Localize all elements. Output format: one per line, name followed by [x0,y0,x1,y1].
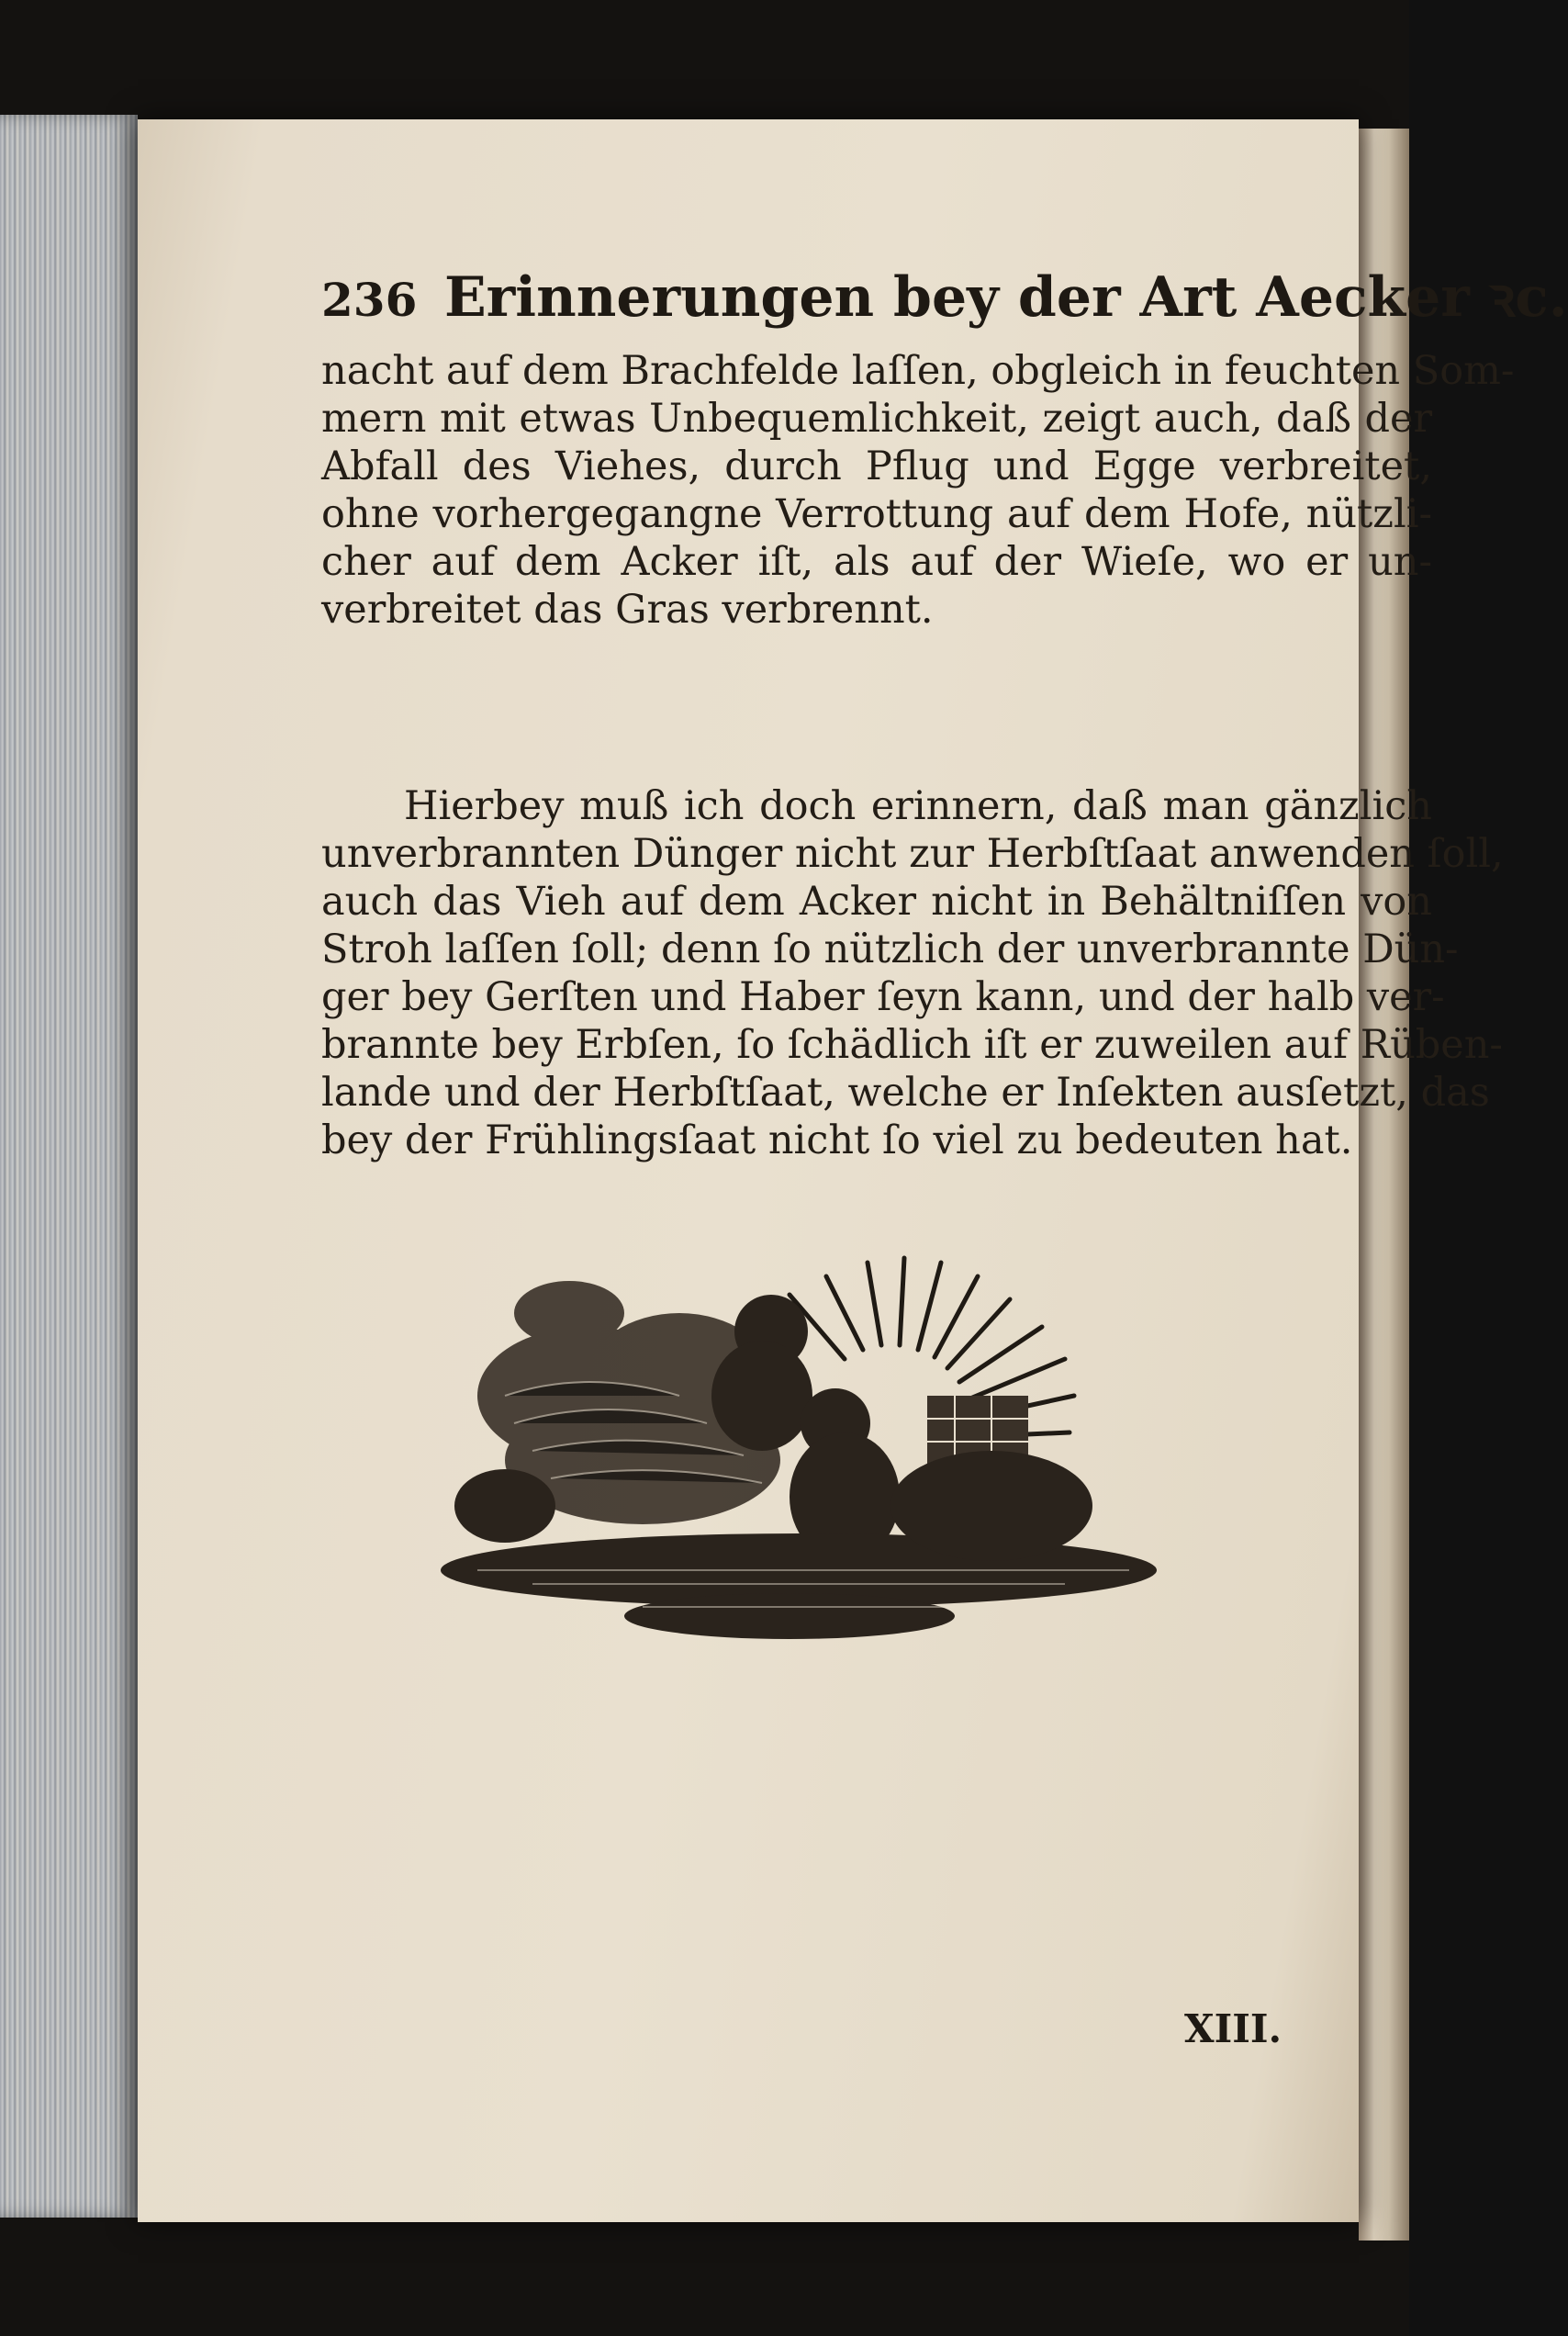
text-line: verbreitet das Gras verbrennt. [321,587,934,633]
text-line: Stroh laſſen ſoll; denn ſo nützlich der unverbrannte Dün- [321,927,1459,972]
text-line: ohne vorhergegangne Verrottung auf dem Hofe, nützli- [321,491,1432,537]
text-line: mern mit etwas Unbequemlichkeit, zeigt auch, daß der [321,396,1432,442]
paragraph-2 [321,782,1504,1164]
text-line: Hierbey muß ich doch erinnern, daß man gänzlich [404,783,1432,829]
book-page-edges [0,115,138,2218]
text-line: unverbrannten Dünger nicht zur Herbſtſaat anwenden ſoll, [321,831,1504,877]
text-line: ger bey Gerſten und Haber ſeyn kann, und der halb ver- [321,974,1445,1020]
text-line: brannte bey Erbſen, ſo ſchädlich iſt er zuweilen auf Rüben- [321,1022,1503,1068]
cherub-figures [711,1295,900,1561]
woodcut-vignette [404,1212,1193,1671]
text-line: auch das Vieh auf dem Acker nicht in Behältniſſen von [321,879,1432,925]
text-line: Abfall des Viehes, durch Pflug und Egge verbreitet, [321,444,1432,489]
book-page [138,119,1568,2222]
page-number: 236 [321,273,418,327]
text-line: cher auf dem Acker iſt, als auf der Wieſe, wo er un- [321,539,1432,585]
text-line: bey der Frühlingsſaat nicht ſo viel zu bedeuten hat. [321,1117,1353,1163]
page-header [321,257,1568,332]
text-line: nacht auf dem Brachfelde laſſen, obgleich in feuchten Som- [321,348,1515,394]
running-title: Erinnerungen bey der Art Aecker ꝛc. [443,265,1568,330]
paragraph-1 [321,347,1515,634]
catchword: XIII. [1184,2006,1282,2051]
text-line: lande und der Herbſtſaat, welche er Inſekten ausſetzt, das [321,1070,1490,1116]
